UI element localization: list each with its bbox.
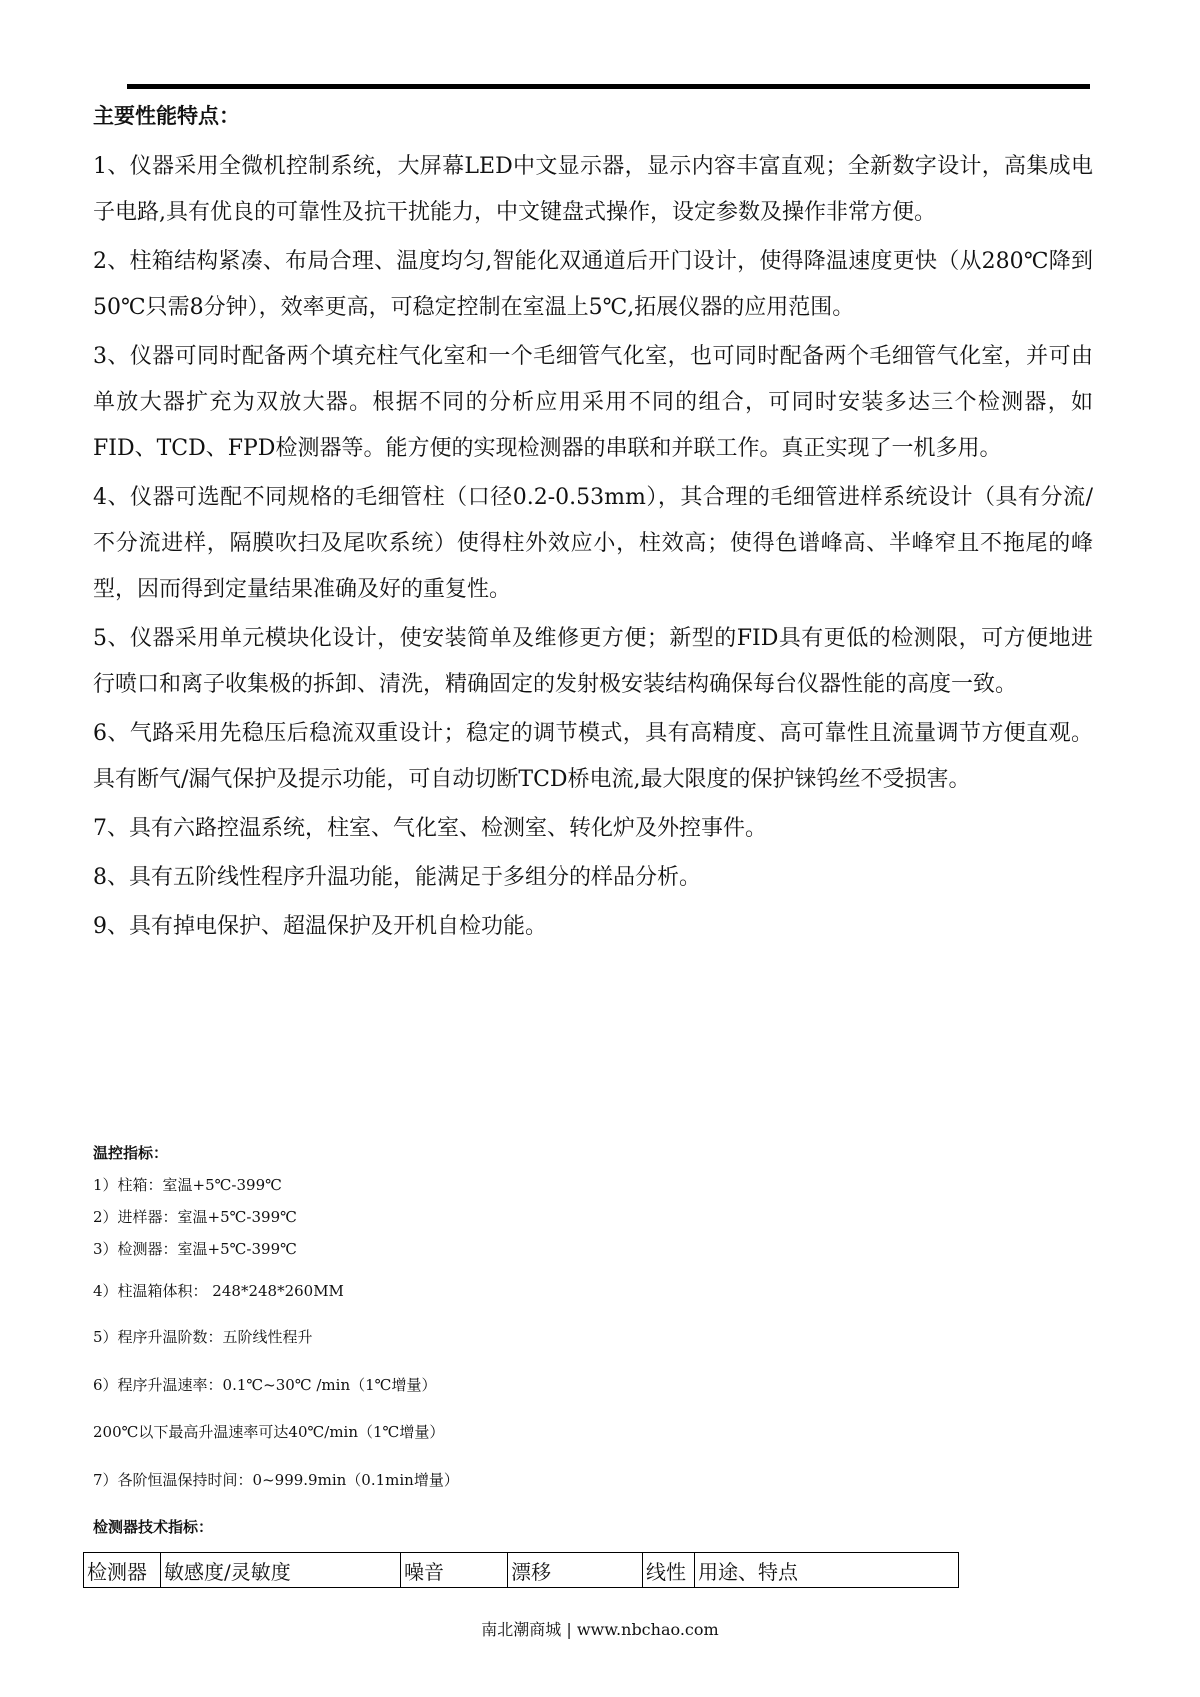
feature-item: 5、仪器采用单元模块化设计，使安装简单及维修更方便；新型的FID具有更低的检测限，可方便地进行喷口和离子收集极的拆卸、清洗，精确固定的发射极安装结构确保每台仪器性能的高度一致。 [93,626,1093,697]
table-header-cell: 噪音 [401,1553,508,1588]
section-heading-features: 主要性能特点： [93,104,240,128]
feature-item: 1、仪器采用全微机控制系统，大屏幕LED中文显示器，显示内容丰富直观；全新数字设计，高集成电子电路,具有优良的可靠性及抗干扰能力，中文键盘式操作，设定参数及操作非常方便。 [93,154,1093,225]
feature-item: 8、具有五阶线性程序升温功能，能满足于多组分的样品分析。 [93,865,701,890]
page-footer: 南北潮商城 | www.nbchao.com [481,1620,719,1639]
table-header-row [84,1553,959,1588]
temp-spec-line: 7）各阶恒温保持时间：0~999.9min（0.1min增量） [93,1471,459,1489]
table-header-cell: 检测器 [84,1553,161,1588]
section-heading-temperature: 温控指标： [93,1144,169,1162]
feature-item: 2、柱箱结构紧凑、布局合理、温度均匀,智能化双通道后开门设计，使得降温速度更快（从280℃降到50℃只需8分钟），效率更高，可稳定控制在室温上5℃,拓展仪器的应用范围。 [93,249,1093,320]
feature-item: 4、仪器可选配不同规格的毛细管柱（口径0.2-0.53mm），其合理的毛细管进样系统设计（具有分流/不分流进样，隔膜吹扫及尾吹系统）使得柱外效应小，柱效高；使得色谱峰高、半峰窄且不拖尾的峰型，因而得到定量结果准确及好的重复性。 [93,485,1093,602]
temp-spec-line: 6）程序升温速率：0.1℃~30℃ /min（1℃增量） [93,1376,437,1394]
temp-spec-line: 2）进样器：室温+5℃-399℃ [93,1208,297,1226]
table-header-cell: 线性 [643,1553,695,1588]
temp-spec-line: 3）检测器：室温+5℃-399℃ [93,1240,297,1258]
feature-item: 3、仪器可同时配备两个填充柱气化室和一个毛细管气化室，也可同时配备两个毛细管气化室，并可由单放大器扩充为双放大器。根据不同的分析应用采用不同的组合，可同时安装多达三个检测器，如FID、TCD、FPD检测器等。能方便的实现检测器的串联和并联工作。真正实现了一机多用。 [93,344,1093,461]
temp-spec-line: 200℃以下最高升温速率可达40℃/min（1℃增量） [93,1423,445,1441]
temp-spec-line: 1）柱箱：室温+5℃-399℃ [93,1176,282,1194]
table-header-cell: 敏感度/灵敏度 [161,1553,401,1588]
detector-spec-table [83,1552,959,1588]
feature-item: 7、具有六路控温系统，柱室、气化室、检测室、转化炉及外控事件。 [93,816,767,841]
temp-spec-line: 4）柱温箱体积： 248*248*260MM [93,1282,344,1300]
feature-item: 9、具有掉电保护、超温保护及开机自检功能。 [93,914,547,939]
feature-item: 6、气路采用先稳压后稳流双重设计；稳定的调节模式，具有高精度、高可靠性且流量调节方便直观。具有断气/漏气保护及提示功能，可自动切断TCD桥电流,最大限度的保护铼钨丝不受损害。 [93,721,1093,792]
top-rule [127,84,1090,89]
feature-list [93,144,1093,953]
table-header-cell: 漂移 [508,1553,643,1588]
table-header-cell: 用途、特点 [695,1553,959,1588]
section-heading-detector: 检测器技术指标： [93,1518,214,1536]
temp-spec-line: 5）程序升温阶数：五阶线性程升 [93,1328,313,1346]
